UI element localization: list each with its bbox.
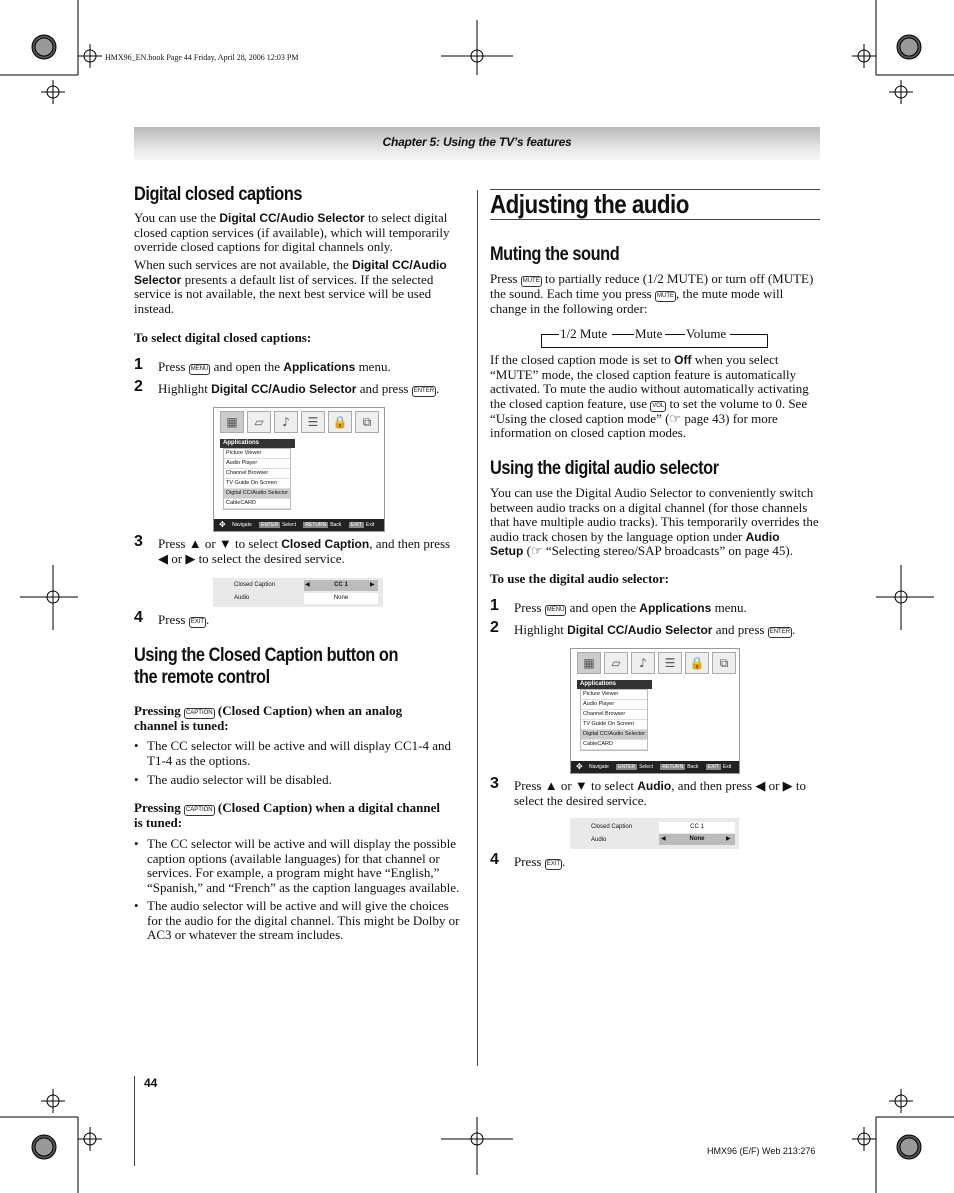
menu-header: Applications (577, 680, 652, 689)
column-divider (477, 190, 478, 1066)
bullet-item: • The audio selector will be active and will give the choices for the audio for the digital channel. This might be Dolby or AC3 or whatever the stream includes. (147, 899, 472, 943)
list-item: CableCARD (581, 740, 647, 750)
list-item: TV Guide On Screen (581, 720, 647, 730)
procedure-title-right: To use the digital audio selector: (490, 571, 669, 586)
mute-cycle-diagram (541, 326, 768, 348)
rule (490, 219, 820, 220)
applications-menu-screenshot (213, 407, 385, 532)
menu-icon-row (577, 652, 736, 674)
nav-back: Back (330, 522, 342, 528)
caption-key-icon: CAPTION (184, 805, 215, 816)
closed-caption-mute-paragraph: If the closed caption mode is set to Off when you select “MUTE” mode, the closed caption feature is automatically activated. To mute the audio without automatically activating the closed caption feature, use VOL to set the volume to 0. See “Using the closed caption mode” (☞ page 43) for more information on closed caption modes. (490, 352, 809, 441)
bullet-item: • The CC selector will be active and will display CC1-4 and T1-4 as the options. (147, 739, 472, 768)
heading-muting-sound: Muting the sound (490, 244, 620, 265)
nav-navigate: Navigate (232, 522, 252, 528)
music-icon: ♪ (274, 411, 298, 433)
heading-adjusting-audio: Adjusting the audio (490, 189, 689, 219)
list-icon: ☰ (301, 411, 325, 433)
step-2-text: Highlight Digital CC/Audio Selector and press ENTER . (158, 381, 440, 396)
list-item-selected: Digital CC/Audio Selector (581, 730, 647, 740)
caption-key-icon: CAPTION (184, 708, 215, 719)
digital-channel-subheading: Pressing CAPTION (Closed Caption) when a digital channel is tuned: (134, 800, 441, 830)
left-arrow-icon: ◀ (305, 582, 310, 588)
navigate-arrows-icon: ✥ (219, 520, 226, 529)
photo-icon: ⧉ (712, 652, 736, 674)
return-key-icon: RETURN (305, 522, 327, 528)
list-item: Channel Browser (581, 710, 647, 720)
enter-key-icon: ENTER (412, 386, 436, 397)
exit-key-icon: EXIT (707, 764, 719, 770)
cycle-step: 1/2 Mute (560, 326, 608, 341)
step-number: 4 (134, 609, 143, 626)
exit-key-icon: EXIT (350, 522, 362, 528)
nav-exit: Exit (722, 764, 732, 770)
document-icon: ▱ (247, 411, 271, 433)
menu-key-icon: MENU (545, 605, 567, 616)
audio-value: None (689, 836, 705, 842)
left-arrow-icon: ◀ (661, 836, 666, 842)
footer-rule (134, 1076, 135, 1166)
bullet-item: • The CC selector will be active and will display the possible caption options (available languages) for that channel or services. For example, a program might have “English,” “Spanish,” and “French” as the caption languages available. (147, 837, 472, 895)
closed-caption-value: CC 1 (690, 824, 704, 830)
bullet-item: • The audio selector will be disabled. (147, 773, 472, 788)
step-4-text: Press EXIT . (158, 612, 210, 627)
volume-key-icon: VOL (650, 401, 666, 412)
cc-audio-dialog (213, 578, 383, 607)
audio-value: None (333, 595, 349, 601)
mute-key-icon: MUTE (521, 276, 542, 287)
menu-header: Applications (220, 439, 295, 448)
heading-digital-closed-captions: Digital closed captions (134, 184, 303, 205)
step-1-text: Press MENU and open the Applications menu. (158, 359, 391, 374)
list-item: TV Guide On Screen (224, 479, 290, 489)
photo-icon: ⧉ (355, 411, 379, 433)
step-3-text: Press ▲ or ▼ to select Audio, and then press ◀ or ▶ to select the desired service. (514, 778, 807, 808)
cycle-step: Volume (686, 326, 727, 341)
return-key-icon: RETURN (662, 764, 684, 770)
menu-icon-row (220, 411, 379, 433)
closed-caption-label: Closed Caption (591, 824, 633, 830)
menu-list (223, 448, 291, 510)
document-icon: ▱ (604, 652, 628, 674)
step-number: 3 (134, 533, 143, 550)
exit-key-icon: EXIT (189, 617, 206, 628)
step-4-text: Press EXIT . (514, 854, 566, 869)
list-item: Audio Player (224, 459, 290, 469)
exit-key-icon: EXIT (545, 859, 562, 870)
applications-menu-screenshot (570, 648, 740, 774)
navigate-arrows-icon: ✥ (576, 762, 583, 771)
mute-paragraph: Press MUTE to partially reduce (1/2 MUTE) or turn off (MUTE) the sound. Each time you press MUTE , the mute mode will change in the following order: (490, 271, 814, 316)
music-icon: ♪ (631, 652, 655, 674)
lock-icon: 🔒 (685, 652, 709, 674)
chapter-header-bar (134, 127, 820, 160)
nav-navigate: Navigate (589, 764, 609, 770)
audio-label: Audio (591, 837, 607, 843)
menu-key-icon: MENU (189, 364, 211, 375)
analog-channel-subheading: Pressing CAPTION (Closed Caption) when an analog channel is tuned: (134, 703, 403, 733)
list-icon: ☰ (658, 652, 682, 674)
intro-paragraph: You can use the Digital CC/Audio Selector to select digital closed caption services (if available), which will temporarily override closed captions for digital channels only. (134, 210, 450, 255)
cycle-step: Mute (635, 326, 663, 341)
step-number: 4 (490, 851, 499, 868)
menu-list (580, 689, 648, 751)
step-number: 3 (490, 775, 499, 792)
film-icon: ▦ (220, 411, 244, 433)
heading-closed-caption-button: Using the Closed Caption button on the remote control (134, 645, 399, 688)
step-number: 1 (134, 356, 143, 373)
list-item: CableCARD (224, 499, 290, 509)
heading-digital-audio-selector: Using the digital audio selector (490, 458, 719, 479)
step-number: 2 (134, 378, 143, 395)
menu-nav-bar (571, 761, 739, 773)
nav-back: Back (687, 764, 699, 770)
step-number: 1 (490, 597, 499, 614)
menu-nav-bar (214, 519, 384, 531)
step-1-text: Press MENU and open the Applications menu. (514, 600, 747, 615)
nav-exit: Exit (365, 522, 375, 528)
enter-key-icon: ENTER (618, 764, 636, 770)
right-arrow-icon: ▶ (726, 836, 731, 842)
enter-key-icon: ENTER (261, 522, 279, 528)
mute-key-icon: MUTE (655, 291, 676, 302)
film-icon: ▦ (577, 652, 601, 674)
procedure-title-left: To select digital closed captions: (134, 330, 312, 345)
lock-icon: 🔒 (328, 411, 352, 433)
list-item: Audio Player (581, 700, 647, 710)
list-item-selected: Digital CC/Audio Selector (224, 489, 290, 499)
audio-label: Audio (234, 595, 250, 601)
nav-select: Select (639, 764, 653, 770)
list-item: Picture Viewer (224, 449, 290, 459)
slug-line: HMX96_EN.book Page 44 Friday, April 28, 2006 12:03 PM (105, 53, 299, 62)
closed-caption-value: CC 1 (334, 582, 348, 588)
list-item: Channel Browser (224, 469, 290, 479)
step-number: 2 (490, 619, 499, 636)
nav-select: Select (282, 522, 296, 528)
cc-audio-dialog (570, 818, 739, 849)
digital-audio-paragraph: You can use the Digital Audio Selector to conveniently switch between audio tracks on a digital channel (for those channels that have multiple audio tracks). This temporarily overrides the audio track chosen by the language option under Audio Setup (☞ “Selecting stereo/SAP broadcasts” on page 45). (490, 485, 819, 559)
page-number: 44 (144, 1076, 158, 1090)
closed-caption-label: Closed Caption (234, 582, 276, 588)
enter-key-icon: ENTER (768, 627, 792, 638)
step-3-text: Press ▲ or ▼ to select Closed Caption, and then press ◀ or ▶ to select the desired service. (158, 536, 451, 566)
list-item: Picture Viewer (581, 690, 647, 700)
chapter-header: Chapter 5: Using the TV’s features (382, 135, 572, 149)
default-services-paragraph: When such services are not available, the Digital CC/Audio Selector presents a default list of services. If the selected service is not available, the next best service will be used instead. (134, 257, 447, 316)
step-2-text: Highlight Digital CC/Audio Selector and press ENTER . (514, 622, 796, 637)
footer-code: HMX96 (E/F) Web 213:276 (707, 1146, 816, 1156)
right-arrow-icon: ▶ (370, 582, 375, 588)
